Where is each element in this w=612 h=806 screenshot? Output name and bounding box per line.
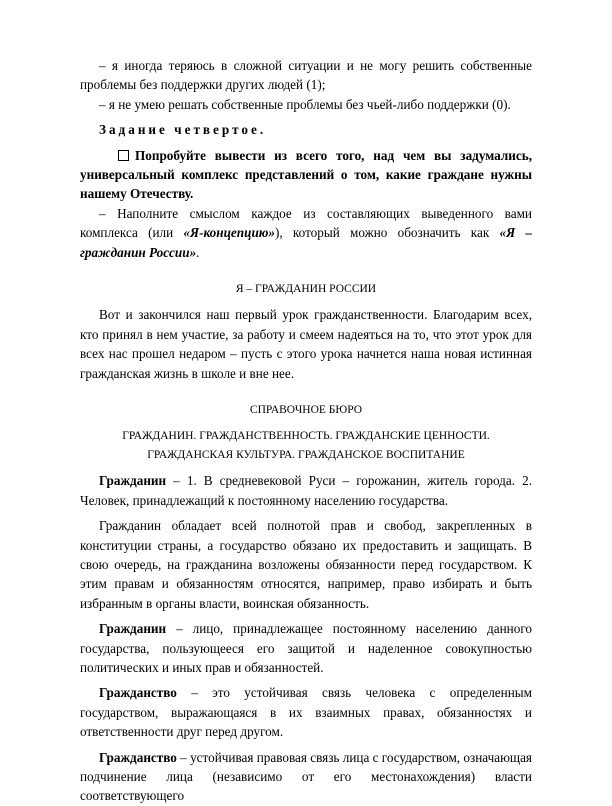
reference-heading: СПРАВОЧНОЕ БЮРО	[249, 404, 363, 417]
task-four-instruction	[80, 146, 532, 204]
fill-title: «Я – гражданин России»	[80, 225, 533, 260]
definition-paragraph-1	[80, 471, 532, 510]
intro-answer-1: – я иногда теряюсь в сложной ситуации и не могу решить собственные проблемы без поддержки других людей (1);	[80, 58, 532, 93]
section-citizen-text: Вот и закончился наш первый урок гражданственности. Благодарим всех, кто принял в нем участие, за работу и смеем надеяться на то, что этот урок для всех нас прошел недаром – пусть с этого урока начнется наша новая истинная гражданская жизнь в школе и вне нее.	[80, 307, 532, 381]
fill-text-a: – Наполните смыслом каждое из составляющих выведенного вами комплекса (или	[80, 205, 532, 241]
term-citizen-1: Гражданин	[99, 473, 167, 489]
definition-paragraph-5	[80, 748, 532, 806]
definition-text-1: – 1. В средневековой Руси – горожанин, житель города. 2. Человек, принадлежащий к постоянному населению государства.	[80, 473, 532, 508]
definition-text-5: – устойчивая правовая связь лица с государством, означающая подчинение лица (независимо от его местонахождения) власти соответствующего	[80, 749, 532, 804]
term-citizenship-2: Гражданство	[99, 749, 177, 765]
reference-subheading-1: ГРАЖДАНИН. ГРАЖДАНСТВЕННОСТЬ. ГРАЖДАНСКИЕ ЦЕННОСТИ.	[122, 429, 490, 442]
definition-paragraph-2: Гражданин обладает всей полнотой прав и свобод, закрепленных в конституции страны, а государство обязано их предоставить и защищать. В свою очередь, на гражданина возложены обязанности перед государством. К этим правам и обязанностям относятся, например, право избирать и быть избранным в органы власти, воинская обязанность.	[80, 518, 532, 611]
definition-paragraph-4	[80, 683, 532, 741]
intro-answer-0: – я не умею решать собственные проблемы без чьей-либо поддержки (0).	[99, 96, 511, 112]
definition-paragraph-3	[80, 619, 532, 677]
fill-concept: «Я-концепцию»	[183, 225, 275, 241]
definition-text-4: – это устойчивая связь человека с определенным государством, выражающаяся в их взаимных правах, обязанностях и ответственности друг перед другом.	[80, 685, 532, 740]
definition-text-3: – лицо, принадлежащее постоянному населению данного государства, пользующееся его защитой и наделенное совокупностью политических и иных прав и обязанностей.	[80, 621, 532, 675]
task-four-fill	[80, 204, 532, 262]
fill-text-b: ), который можно обозначить как	[275, 225, 500, 241]
term-citizen-2: Гражданин	[99, 621, 167, 637]
checkbox-icon	[99, 146, 129, 165]
task-four-bold-text: Попробуйте вывести из всего того, над чем вы задумались, универсальный комплекс представлений о том, какие граждане нужны нашему Отечеству.	[80, 147, 532, 202]
task-four-heading: Задание четвертое.	[99, 122, 267, 138]
fill-text-c: .	[196, 244, 200, 260]
page-content	[80, 56, 532, 806]
term-citizenship-1: Гражданство	[99, 685, 177, 701]
reference-subheading-2: ГРАЖДАНСКАЯ КУЛЬТУРА. ГРАЖДАНСКОЕ ВОСПИТАНИЕ	[147, 448, 465, 461]
section-heading-citizen: Я – ГРАЖДАНИН РОССИИ	[235, 283, 377, 296]
